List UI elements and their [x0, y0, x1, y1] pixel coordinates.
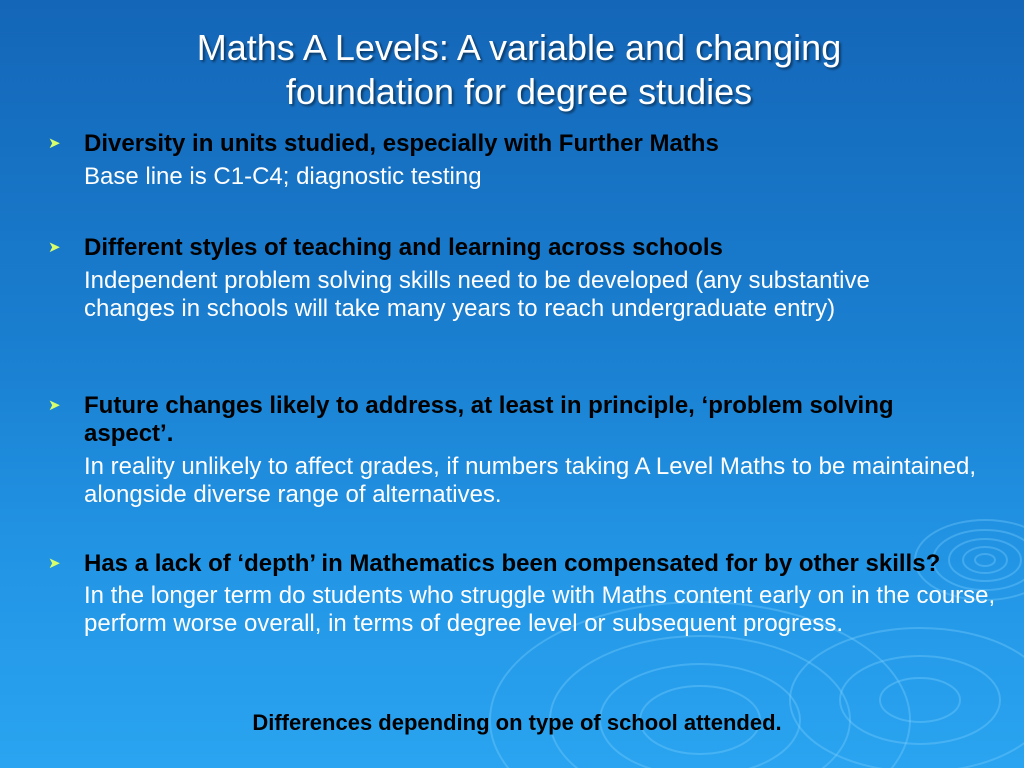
- bullet-heading: Has a lack of ‘depth’ in Mathematics been compensated for by other skills?: [84, 550, 941, 577]
- bullet-detail: In the longer term do students who struggle with Maths content early on in the course, perform worse overall, in terms of degree level or subsequent progress.: [84, 582, 996, 637]
- arrow-bullet-icon: ➤: [48, 397, 61, 414]
- bullet-detail: Independent problem solving skills need to be developed (any substantive changes in schools will take many years to reach undergraduate entry): [84, 267, 870, 322]
- arrow-bullet-icon: ➤: [48, 239, 61, 256]
- bullet-detail: Base line is C1-C4; diagnostic testing: [84, 163, 482, 190]
- arrow-bullet-icon: ➤: [48, 555, 61, 572]
- bullet-item: [46, 234, 996, 392]
- bullet-item: [46, 392, 996, 550]
- bullet-heading: Different styles of teaching and learning across schools: [84, 234, 723, 261]
- bullet-heading: Future changes likely to address, at least in principle, ‘problem solving aspect’.: [84, 392, 894, 447]
- arrow-bullet-icon: ➤: [48, 135, 61, 152]
- bullet-list: [46, 130, 996, 638]
- title-line-1: Maths A Levels: A variable and changing: [196, 27, 842, 68]
- bullet-item: [46, 130, 996, 234]
- bullet-detail: In reality unlikely to affect grades, if numbers taking A Level Maths to be maintained, alongside diverse range of alternatives.: [84, 453, 977, 508]
- slide-footer-note: Differences depending on type of school attended.: [252, 710, 782, 735]
- title-line-2: foundation for degree studies: [285, 71, 753, 112]
- bullet-heading: Diversity in units studied, especially with Further Maths: [84, 130, 719, 157]
- slide-title: [0, 26, 1024, 114]
- bullet-item: [46, 550, 996, 638]
